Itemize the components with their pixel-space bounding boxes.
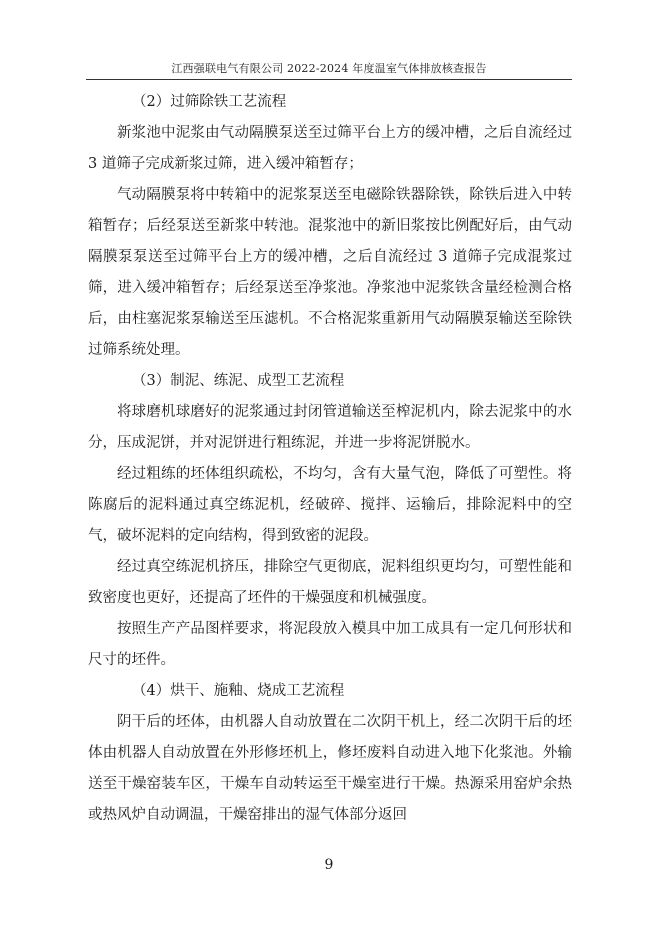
page-header: 江西强联电气有限公司 2022-2024 年度温室气体排放核查报告 (171, 62, 487, 75)
paragraph: 气动隔膜泵将中转箱中的泥浆泵送至电磁除铁器除铁，除铁后进入中转箱暂存；后经泵送至新浆中转池。混浆池中的新旧浆按比例配好后，由气动隔膜泵泵送至过筛平台上方的缓冲槽，之后自流经过 3 道筛子完成混浆过筛，进入缓冲箱暂存；后经泵送至净浆池。净浆池中泥浆铁含量经检测合格后，由柱塞泥浆泵输送至压滤机。不合格泥浆重新用气动隔膜泵输送至除铁过筛系统处理。 (88, 187, 572, 358)
paragraph: 将球磨机球磨好的泥浆通过封闭管道输送至榨泥机内，除去泥浆中的水分，压成泥饼，并对泥饼进行粗练泥，并进一步将泥饼脱水。 (88, 404, 572, 451)
paragraph: 阴干后的坯体，由机器人自动放置在二次阴干机上，经二次阴干后的坯体由机器人自动放置在外形修坯机上，修坯废料自动进入地下化浆池。外输送至干燥窑装车区，干燥车自动转运至干燥室进行干燥。热源采用窑炉余热或热风炉自动调温，干燥窑排出的湿气体部分返回 (88, 714, 572, 823)
document-body (88, 87, 572, 831)
paragraph: 经过粗练的坯体组织疏松，不均匀，含有大量气泡，降低了可塑性。将陈腐后的泥料通过真空练泥机，经破碎、搅拌、运输后，排除泥料中的空气，破坏泥料的定向结构，得到致密的泥段。 (88, 466, 572, 544)
header-divider (86, 79, 572, 80)
paragraph: 按照生产产品图样要求，将泥段放入模具中加工成具有一定几何形状和尺寸的坯件。 (88, 621, 572, 668)
paragraph: 经过真空练泥机挤压，排除空气更彻底，泥料组织更均匀，可塑性能和致密度也更好，还提高了坯件的干燥强度和机械强度。 (88, 559, 572, 606)
page-number: 9 (324, 857, 334, 873)
section-heading-sieving: （2）过筛除铁工艺流程 (132, 94, 287, 110)
paragraph: 新浆池中泥浆由气动隔膜泵送至过筛平台上方的缓冲槽，之后自流经过 3 道筛子完成新浆过筛，进入缓冲箱暂存； (88, 125, 572, 172)
section-heading-forming: （3）制泥、练泥、成型工艺流程 (132, 373, 345, 389)
section-heading-drying-glazing-firing: （4）烘干、施釉、烧成工艺流程 (132, 683, 345, 699)
